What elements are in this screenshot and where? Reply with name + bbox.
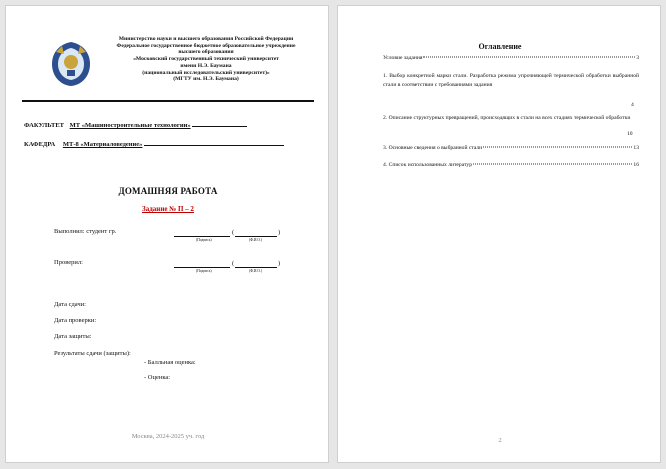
performed-by-label: Выполнил: студент гр. xyxy=(54,228,117,235)
title-page xyxy=(5,5,329,463)
university-emblem-icon xyxy=(50,40,92,88)
submit-date-label: Дата сдачи: xyxy=(54,301,86,308)
toc-title: Оглавление xyxy=(478,42,522,51)
toc-entry-text: Условие задания xyxy=(383,55,423,61)
toc-entry[interactable] xyxy=(383,54,639,63)
performed-name-line[interactable] xyxy=(235,236,277,237)
toc-leader xyxy=(473,164,632,165)
checked-name-line[interactable] xyxy=(235,267,277,268)
signature-caption: (Подпись) xyxy=(196,269,212,273)
header-line: (национальный исследовательский университет)» xyxy=(142,69,270,76)
check-date-label: Дата проверки: xyxy=(54,317,97,324)
department-row xyxy=(24,139,284,148)
paren-close: ) xyxy=(278,229,281,236)
header-line: Федеральное государственное бюджетное образовательное учреждение xyxy=(116,42,296,49)
faculty-label: ФАКУЛЬТЕТ xyxy=(24,122,65,129)
institution-header xyxy=(92,36,320,83)
toc-entry-page: 3 xyxy=(636,55,639,61)
performed-signature-line[interactable] xyxy=(174,236,230,237)
header-line: «Московский государственный технический университет xyxy=(133,56,279,63)
department-label: КАФЕДРА xyxy=(24,141,56,148)
header-line: Министерство науки и высшего образования Российской Федерации xyxy=(118,36,294,42)
header-line: высшего образования xyxy=(178,49,234,56)
toc-entry-text: 3. Основные сведения о выбранной стали xyxy=(383,145,483,151)
toc-entry-page: 10 xyxy=(627,131,633,137)
toc-entry-page: 16 xyxy=(633,162,639,168)
header-line: имени Н.Э. Баумана xyxy=(180,62,232,69)
toc-entry-text: 1. Выбор конкретной марки стали. Разработка режима упрочняющей термической обработки выбранной стали в соответствии с требованиями задания xyxy=(383,73,639,88)
department-underline xyxy=(144,139,284,146)
toc-entry-text: 4. Список использованных литератур xyxy=(383,162,473,168)
header-line: (МГТУ им. Н.Э. Баумана) xyxy=(173,76,239,83)
header-divider xyxy=(22,100,314,102)
checked-by-label: Проверил: xyxy=(54,259,83,266)
task-number: Задание № П – 2 xyxy=(142,205,194,213)
signature-caption: (Подпись) xyxy=(196,238,212,242)
toc-leader xyxy=(483,147,632,148)
toc-entry[interactable] xyxy=(383,114,639,123)
toc-entry[interactable] xyxy=(383,72,639,89)
toc-entry[interactable] xyxy=(383,144,639,153)
department-value: МТ-8 «Материаловедение» xyxy=(62,141,143,148)
toc-entry[interactable] xyxy=(383,161,639,170)
name-caption: (Ф.И.О.) xyxy=(249,238,263,242)
faculty-row xyxy=(24,120,247,129)
results-label: Результаты сдачи (защиты): xyxy=(54,350,131,357)
toc-entry-page: 4 xyxy=(631,102,634,108)
page-footer: Москва, 2024-2025 уч. год xyxy=(131,433,205,440)
document-title: ДОМАШНЯЯ РАБОТА xyxy=(118,186,218,196)
checked-signature-line[interactable] xyxy=(174,267,230,268)
page-number: 2 xyxy=(498,437,502,444)
score-label: - Балльная оценка: xyxy=(144,359,196,366)
toc-entry-text: 2. Описание структурных превращений, происходящих в стали на всех стадиях термической обработки xyxy=(383,115,631,121)
name-caption: (Ф.И.О.) xyxy=(249,269,263,273)
defense-date-label: Дата защиты: xyxy=(54,333,92,340)
faculty-underline xyxy=(192,120,247,127)
toc-entry-page: 13 xyxy=(633,145,639,151)
paren-open: ( xyxy=(232,260,235,267)
toc-leader xyxy=(423,57,635,58)
faculty-value: МТ «Машиностроительные технологии» xyxy=(69,122,191,129)
paren-open: ( xyxy=(232,229,235,236)
grade-label: - Оценка: xyxy=(144,374,171,381)
paren-close: ) xyxy=(278,260,281,267)
toc-page xyxy=(337,5,661,463)
